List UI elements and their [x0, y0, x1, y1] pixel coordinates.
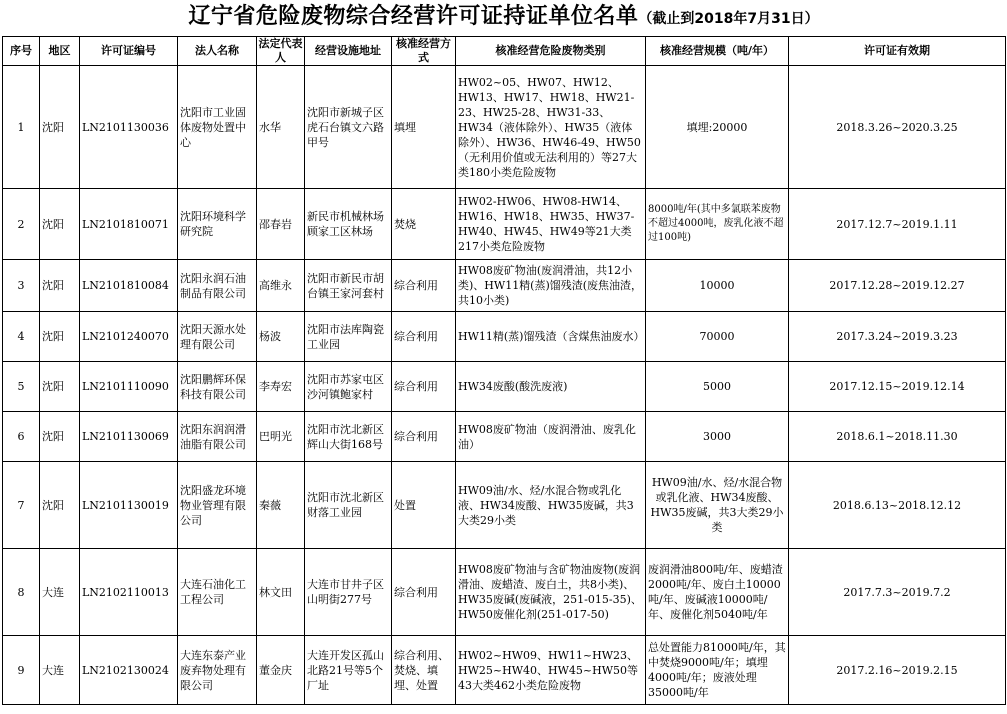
cell-scale: 5000 [646, 362, 789, 412]
cell-region: 沈阳 [40, 189, 80, 260]
header-address: 经营设施地址 [305, 37, 392, 66]
cell-representative: 巴明光 [257, 412, 305, 462]
cell-company: 沈阳环境科学研究院 [178, 189, 257, 260]
cell-waste-types: HW02-HW06、HW08-HW14、HW16、HW18、HW35、HW37-HW40、HW45、HW49等21大类217小类危险废物 [456, 189, 646, 260]
header-seq: 序号 [3, 37, 40, 66]
title-note: （截止到2018年7月31日） [638, 11, 819, 27]
table-row [3, 549, 1006, 636]
cell-license-no: LN2102130024 [80, 636, 178, 705]
cell-seq: 9 [3, 636, 40, 705]
header-representative: 法定代表人 [258, 37, 303, 64]
cell-address: 大连开发区孤山北路21号等5个厂址 [305, 636, 392, 705]
table-row [3, 260, 1006, 312]
cell-region: 大连 [40, 549, 80, 636]
cell-validity: 2017.3.24~2019.3.23 [789, 312, 1006, 362]
cell-address: 沈阳市新民市胡台镇王家河套村 [305, 260, 392, 312]
table-row [3, 66, 1006, 189]
cell-method: 综合利用 [392, 260, 456, 312]
cell-region: 沈阳 [40, 412, 80, 462]
cell-representative: 林文田 [257, 549, 305, 636]
cell-license-no: LN2101130036 [80, 66, 178, 189]
cell-scale: 填埋:20000 [646, 66, 789, 189]
table-row [3, 462, 1006, 549]
cell-validity: 2017.12.15~2019.12.14 [789, 362, 1006, 412]
cell-address: 沈阳市沈北新区财落工业园 [305, 462, 392, 549]
cell-representative: 秦薇 [257, 462, 305, 549]
cell-scale: 废润滑油800吨/年、废蜡渣2000吨/年、废白土10000吨/年、废碱液10000吨/年、废催化剂5040吨/年 [646, 549, 789, 636]
cell-seq: 3 [3, 260, 40, 312]
cell-license-no: LN2101110090 [80, 362, 178, 412]
cell-validity: 2017.12.28~2019.12.27 [789, 260, 1006, 312]
cell-validity: 2017.7.3~2019.7.2 [789, 549, 1006, 636]
cell-representative: 水华 [257, 66, 305, 189]
cell-company: 大连石油化工工程公司 [178, 549, 257, 636]
cell-license-no: LN2101130019 [80, 462, 178, 549]
cell-validity: 2018.6.1~2018.11.30 [789, 412, 1006, 462]
table-header-row [3, 37, 1006, 66]
cell-method: 填埋 [392, 66, 456, 189]
cell-method: 综合利用 [392, 362, 456, 412]
cell-method: 焚烧 [392, 189, 456, 260]
title-main: 辽宁省危险废物综合经营许可证持证单位名单 [188, 4, 639, 29]
header-region: 地区 [40, 37, 80, 66]
cell-representative: 高维永 [257, 260, 305, 312]
cell-waste-types: HW08废矿物油（废润滑油、废乳化油） [456, 412, 646, 462]
license-table [2, 36, 1006, 705]
cell-company: 沈阳市工业固体废物处置中心 [178, 66, 257, 189]
cell-region: 沈阳 [40, 66, 80, 189]
cell-company: 沈阳鹏辉环保科技有限公司 [178, 362, 257, 412]
cell-scale: 70000 [646, 312, 789, 362]
cell-seq: 8 [3, 549, 40, 636]
cell-company: 沈阳永润石油制品有限公司 [178, 260, 257, 312]
page-title [0, 0, 1007, 36]
cell-company: 大连东泰产业废弃物处理有限公司 [178, 636, 257, 705]
header-waste-types: 核准经营危险废物类别 [456, 37, 646, 66]
cell-scale: 10000 [646, 260, 789, 312]
header-validity: 许可证有效期 [789, 37, 1006, 66]
header-method: 核准经营方式 [392, 37, 456, 66]
cell-address: 沈阳市法库陶瓷工业园 [305, 312, 392, 362]
cell-validity: 2018.3.26~2020.3.25 [789, 66, 1006, 189]
header-company: 法人名称 [178, 37, 257, 66]
cell-address: 沈阳市沈北新区辉山大街168号 [305, 412, 392, 462]
cell-license-no: LN2101810071 [80, 189, 178, 260]
cell-license-no: LN2102110013 [80, 549, 178, 636]
cell-seq: 2 [3, 189, 40, 260]
cell-address: 新民市机械林场顾家工区林场 [305, 189, 392, 260]
header-license-no: 许可证编号 [80, 37, 178, 66]
cell-representative: 邵春岩 [257, 189, 305, 260]
cell-method: 综合利用、焚烧、填埋、处置 [392, 636, 456, 705]
cell-waste-types: HW09油/水、烃/水混合物或乳化液、HW34废酸、HW35废碱，共3大类29小类 [456, 462, 646, 549]
table-row [3, 636, 1006, 705]
cell-method: 综合利用 [392, 549, 456, 636]
cell-region: 沈阳 [40, 312, 80, 362]
cell-scale: 8000吨/年(其中多氯联苯废物不超过4000吨，废乳化液不超过100吨) [646, 189, 789, 260]
cell-waste-types: HW08废矿物油(废润滑油，共12小类)、HW11精(蒸)馏残渣(废焦油渣，共10小类) [456, 260, 646, 312]
cell-seq: 1 [3, 66, 40, 189]
cell-validity: 2017.12.7~2019.1.11 [789, 189, 1006, 260]
cell-method: 处置 [392, 462, 456, 549]
cell-validity: 2017.2.16~2019.2.15 [789, 636, 1006, 705]
cell-seq: 4 [3, 312, 40, 362]
cell-method: 综合利用 [392, 412, 456, 462]
cell-representative: 杨波 [257, 312, 305, 362]
cell-scale: HW09油/水、烃/水混合物或乳化液、HW34废酸、HW35废碱，共3大类29小类 [646, 462, 789, 549]
cell-seq: 5 [3, 362, 40, 412]
cell-waste-types: HW11精(蒸)馏残渣（含煤焦油废水） [456, 312, 646, 362]
cell-waste-types: HW02~HW09、HW11~HW23、HW25~HW40、HW45~HW50等43大类462小类危险废物 [456, 636, 646, 705]
cell-region: 沈阳 [40, 260, 80, 312]
table-row [3, 362, 1006, 412]
cell-seq: 6 [3, 412, 40, 462]
cell-scale: 3000 [646, 412, 789, 462]
cell-waste-types: HW08废矿物油与含矿物油废物(废润滑油、废蜡渣、废白土，共8小类)、HW35废碱(废碱液，251-015-35)、HW50废催化剂(251-017-50) [456, 549, 646, 636]
cell-validity: 2018.6.13~2018.12.12 [789, 462, 1006, 549]
cell-company: 沈阳东润润滑油脂有限公司 [178, 412, 257, 462]
cell-region: 大连 [40, 636, 80, 705]
cell-scale: 总处置能力81000吨/年，其中焚烧9000吨/年；填埋4000吨/年；废液处理35000吨/年 [646, 636, 789, 705]
cell-waste-types: HW02~05、HW07、HW12、HW13、HW17、HW18、HW21-23、HW25-28、HW31-33、HW34（液体除外）、HW35（液体除外）、HW36、HW46-49、HW50（无利用价值或无法利用的）等27大类180小类危险废物 [456, 66, 646, 189]
table-row [3, 312, 1006, 362]
cell-region: 沈阳 [40, 362, 80, 412]
cell-company: 沈阳天源水处理有限公司 [178, 312, 257, 362]
cell-address: 沈阳市苏家屯区沙河镇鲍家村 [305, 362, 392, 412]
header-scale: 核准经营规模（吨/年） [646, 37, 789, 66]
cell-address: 大连市甘井子区山明街277号 [305, 549, 392, 636]
cell-waste-types: HW34废酸(酸洗废液) [456, 362, 646, 412]
table-row [3, 189, 1006, 260]
cell-license-no: LN2101130069 [80, 412, 178, 462]
cell-representative: 董金庆 [257, 636, 305, 705]
cell-license-no: LN2101240070 [80, 312, 178, 362]
cell-address: 沈阳市新城子区虎石台镇文六路甲号 [305, 66, 392, 189]
cell-region: 沈阳 [40, 462, 80, 549]
cell-method: 综合利用 [392, 312, 456, 362]
cell-representative: 李寿宏 [257, 362, 305, 412]
cell-company: 沈阳盛龙环境物业管理有限公司 [178, 462, 257, 549]
cell-license-no: LN2101810084 [80, 260, 178, 312]
cell-seq: 7 [3, 462, 40, 549]
table-row [3, 412, 1006, 462]
